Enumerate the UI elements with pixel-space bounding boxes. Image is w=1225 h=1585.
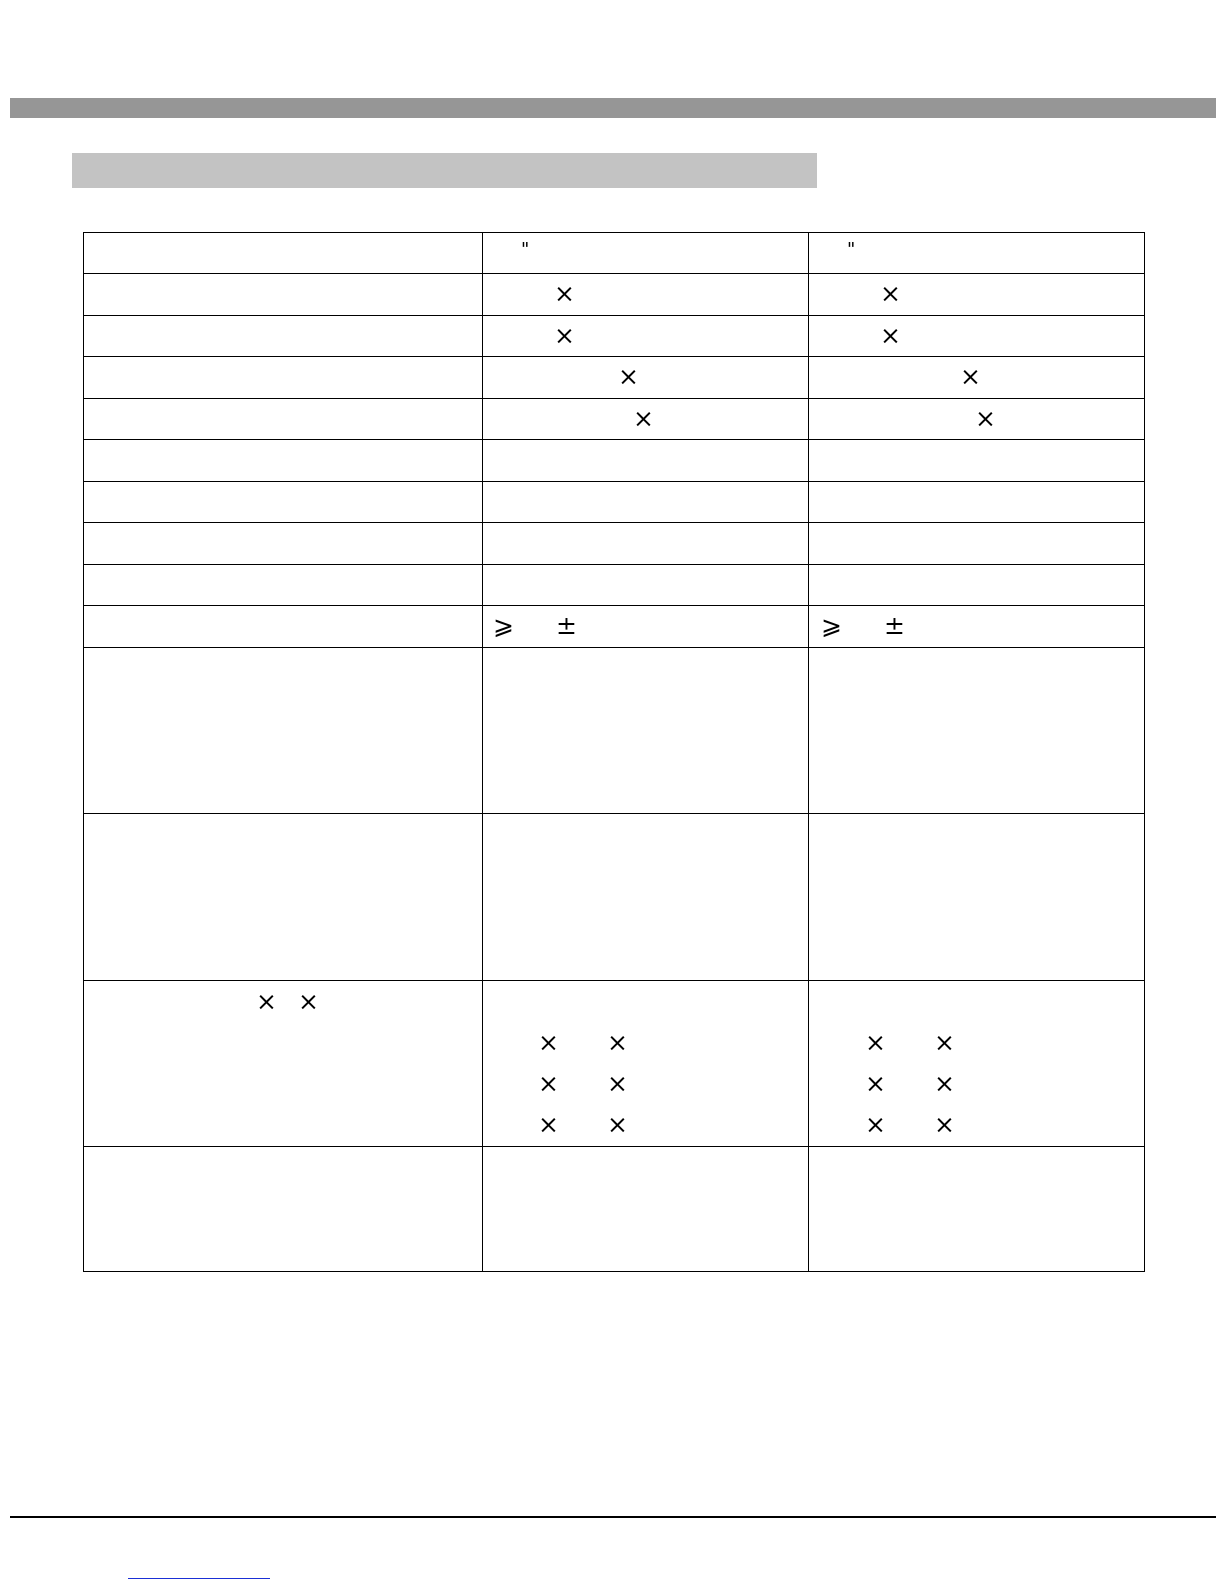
table-row <box>84 1147 1145 1272</box>
value-cell <box>483 316 809 357</box>
spec-table <box>83 232 1145 1272</box>
value-cell <box>809 482 1145 523</box>
table-row <box>84 648 1145 814</box>
times-symbol: × <box>880 321 901 350</box>
times-symbol: × <box>538 1069 559 1098</box>
value-cell <box>483 440 809 482</box>
value-cell <box>483 648 809 814</box>
value-cell <box>483 565 809 606</box>
table-row <box>84 981 1145 1147</box>
row-label-cell <box>84 274 483 316</box>
times-symbol: × <box>880 279 901 308</box>
value-cell <box>483 981 809 1147</box>
table-row <box>84 440 1145 482</box>
row-label-cell <box>84 1147 483 1272</box>
table-row <box>84 565 1145 606</box>
value-cell <box>483 399 809 440</box>
times-symbol: × <box>865 1028 886 1057</box>
row-label-cell <box>84 981 483 1147</box>
row-label-cell <box>84 440 483 482</box>
row-label-cell <box>84 606 483 648</box>
geq-symbol: ⩾ <box>821 611 842 640</box>
table-row <box>84 482 1145 523</box>
footer-divider <box>10 1516 1216 1518</box>
value-cell <box>809 606 1145 648</box>
plusminus-symbol: ± <box>556 611 577 640</box>
row-label-cell <box>84 357 483 399</box>
times-symbol: × <box>865 1110 886 1139</box>
value-cell <box>809 399 1145 440</box>
inch-mark: " <box>847 239 856 260</box>
value-cell <box>483 274 809 316</box>
table-row <box>84 814 1145 981</box>
times-symbol: × <box>975 404 996 433</box>
table-row <box>84 357 1145 399</box>
times-symbol: × <box>960 362 981 391</box>
value-cell <box>809 565 1145 606</box>
section-title-bar <box>72 153 817 188</box>
times-symbol: × <box>934 1110 955 1139</box>
plusminus-symbol: ± <box>884 611 905 640</box>
times-symbol: × <box>607 1110 628 1139</box>
value-cell <box>483 523 809 565</box>
geq-symbol: ⩾ <box>493 611 514 640</box>
value-cell <box>483 606 809 648</box>
value-cell <box>483 814 809 981</box>
times-symbol: × <box>607 1069 628 1098</box>
row-label-cell <box>84 233 483 274</box>
times-symbol: × <box>554 321 575 350</box>
times-symbol: × <box>865 1069 886 1098</box>
table-row <box>84 523 1145 565</box>
row-label-cell <box>84 814 483 981</box>
value-cell <box>809 523 1145 565</box>
times-symbol: × <box>607 1028 628 1057</box>
value-cell <box>809 1147 1145 1272</box>
times-symbol: × <box>554 279 575 308</box>
header-bar <box>10 98 1216 118</box>
value-cell <box>483 357 809 399</box>
value-cell <box>483 482 809 523</box>
row-label-cell <box>84 399 483 440</box>
table-row <box>84 606 1145 648</box>
times-symbol: × <box>298 987 319 1016</box>
value-cell <box>809 648 1145 814</box>
value-cell <box>809 233 1145 274</box>
times-symbol: × <box>538 1110 559 1139</box>
value-cell <box>809 274 1145 316</box>
value-cell <box>809 981 1145 1147</box>
row-label-cell <box>84 316 483 357</box>
footer-link[interactable] <box>128 1566 270 1579</box>
table-row <box>84 399 1145 440</box>
times-symbol: × <box>256 987 277 1016</box>
inch-mark: " <box>521 239 530 260</box>
row-label-cell <box>84 482 483 523</box>
times-symbol: × <box>934 1069 955 1098</box>
times-symbol: × <box>618 362 639 391</box>
row-label-cell <box>84 523 483 565</box>
times-symbol: × <box>934 1028 955 1057</box>
table-row <box>84 233 1145 274</box>
row-label-cell <box>84 648 483 814</box>
value-cell <box>809 440 1145 482</box>
value-cell <box>809 316 1145 357</box>
times-symbol: × <box>633 404 654 433</box>
value-cell <box>483 1147 809 1272</box>
times-symbol: × <box>538 1028 559 1057</box>
value-cell <box>483 233 809 274</box>
table-row <box>84 316 1145 357</box>
value-cell <box>809 357 1145 399</box>
value-cell <box>809 814 1145 981</box>
row-label-cell <box>84 565 483 606</box>
table-row <box>84 274 1145 316</box>
